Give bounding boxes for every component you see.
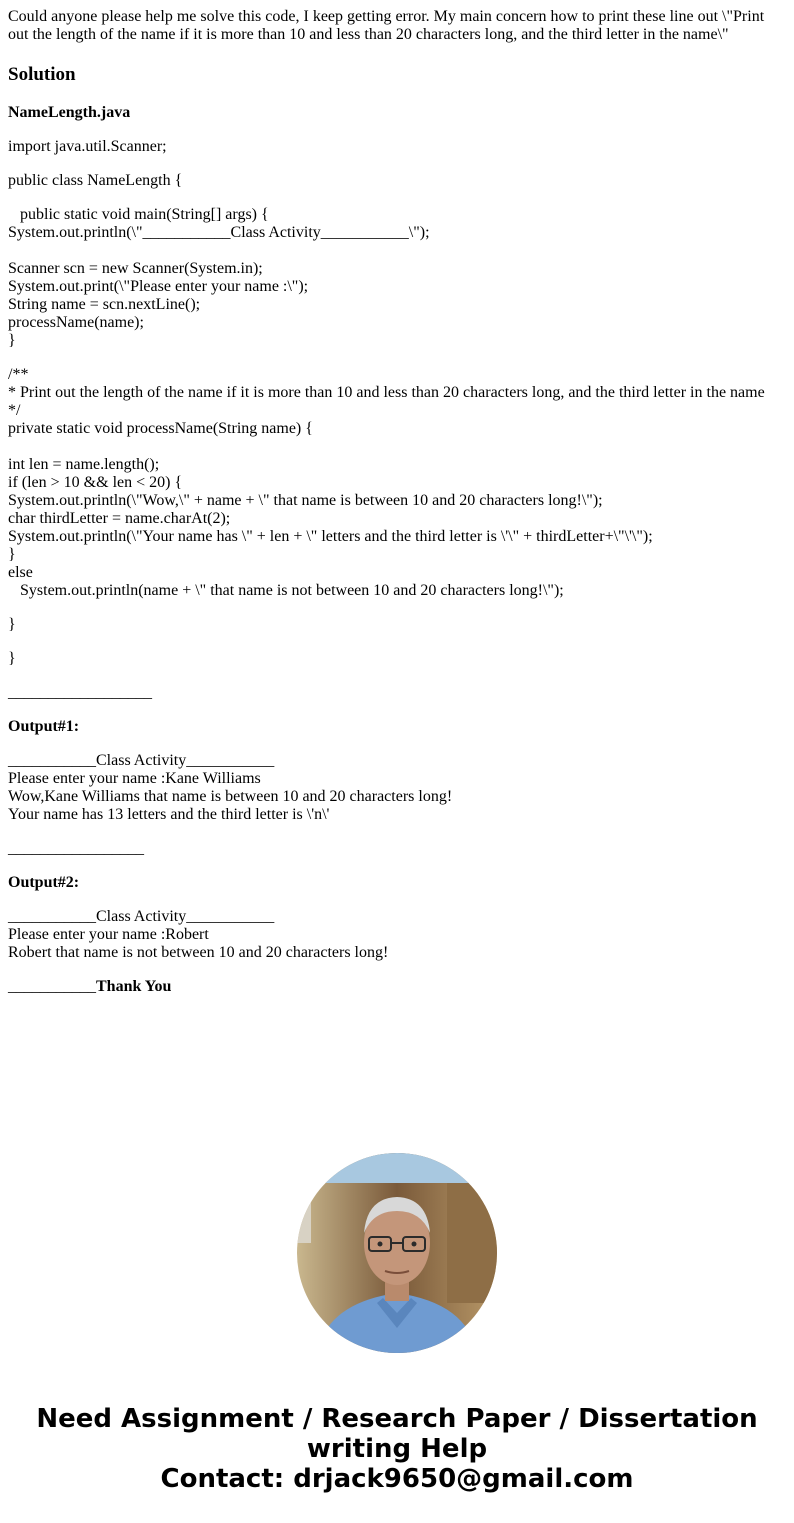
file-name: NameLength.java bbox=[8, 104, 131, 121]
code-line bbox=[8, 438, 786, 456]
output-line: Robert that name is not between 10 and 20 characters long! bbox=[8, 944, 389, 961]
code-line: int len = name.length(); bbox=[8, 456, 160, 473]
code-close-class: } bbox=[8, 650, 16, 667]
code-line: if (len > 10 && len < 20) { bbox=[8, 474, 183, 491]
code-process-method bbox=[8, 366, 786, 600]
code-line: private static void processName(String name) { bbox=[8, 420, 313, 437]
code-line: * Print out the length of the name if it is more than 10 and less than 20 characters long, and the third letter in the name bbox=[8, 384, 765, 401]
output-line: Wow,Kane Williams that name is between 10 and 20 characters long! bbox=[8, 788, 453, 805]
document-body bbox=[8, 8, 786, 1012]
question-text: Could anyone please help me solve this code, I keep getting error. My main concern how to print these line out \"Print out the length of the name if it is more than 10 and less than 20 characters long, and the third letter in the name\" bbox=[8, 8, 769, 43]
code-import-line: import java.util.Scanner; bbox=[8, 138, 167, 155]
output1-block bbox=[8, 752, 786, 824]
code-line: System.out.println(\"Your name has \" + len + \" letters and the third letter is \'\" + thirdLetter+\"\'\"); bbox=[8, 528, 653, 545]
output-line: ___________Class Activity___________ bbox=[8, 752, 275, 769]
code-line: public static void main(String[] args) { bbox=[8, 206, 269, 223]
code-line: } bbox=[8, 546, 16, 563]
solution-heading: Solution bbox=[8, 64, 76, 85]
thank-you-text: Thank You bbox=[96, 978, 172, 995]
footer-line: writing Help bbox=[306, 1434, 488, 1464]
code-line: */ bbox=[8, 402, 21, 419]
output1-heading: Output#1: bbox=[8, 718, 80, 735]
code-line: else bbox=[8, 564, 33, 581]
code-line bbox=[8, 242, 786, 260]
code-line: /** bbox=[8, 366, 29, 383]
code-line: System.out.println(\"Wow,\" + name + \" that name is between 10 and 20 characters long!\"); bbox=[8, 492, 603, 509]
code-line: String name = scn.nextLine(); bbox=[8, 296, 201, 313]
author-avatar bbox=[297, 1153, 497, 1353]
code-line: System.out.println(\"___________Class Activity___________\"); bbox=[8, 224, 430, 241]
separator-line: __________________ bbox=[8, 684, 152, 701]
output-line: Please enter your name :Robert bbox=[8, 926, 209, 943]
code-main-method bbox=[8, 206, 786, 350]
closing-line bbox=[8, 978, 786, 996]
output2-block bbox=[8, 908, 786, 962]
code-line: System.out.print(\"Please enter your name :\"); bbox=[8, 278, 309, 295]
output2-heading: Output#2: bbox=[8, 874, 80, 891]
output-line: ___________Class Activity___________ bbox=[8, 908, 275, 925]
footer-contact-line: Contact: drjack9650@gmail.com bbox=[160, 1464, 634, 1494]
author-photo-illustration bbox=[297, 1153, 497, 1353]
footer-line: Need Assignment / Research Paper / Dissertation bbox=[36, 1404, 758, 1434]
code-line: Scanner scn = new Scanner(System.in); bbox=[8, 260, 263, 277]
code-close-method: } bbox=[8, 616, 16, 633]
separator-line: _________________ bbox=[8, 840, 144, 857]
code-line: } bbox=[8, 332, 16, 349]
footer-contact bbox=[0, 1404, 794, 1494]
code-line: System.out.println(name + \" that name is not between 10 and 20 characters long!\"); bbox=[8, 582, 564, 599]
code-line: processName(name); bbox=[8, 314, 144, 331]
code-class-line: public class NameLength { bbox=[8, 172, 183, 189]
closing-underline: ___________ bbox=[8, 978, 96, 995]
output-line: Your name has 13 letters and the third letter is \'n\' bbox=[8, 806, 330, 823]
code-line: char thirdLetter = name.charAt(2); bbox=[8, 510, 231, 527]
output-line: Please enter your name :Kane Williams bbox=[8, 770, 261, 787]
